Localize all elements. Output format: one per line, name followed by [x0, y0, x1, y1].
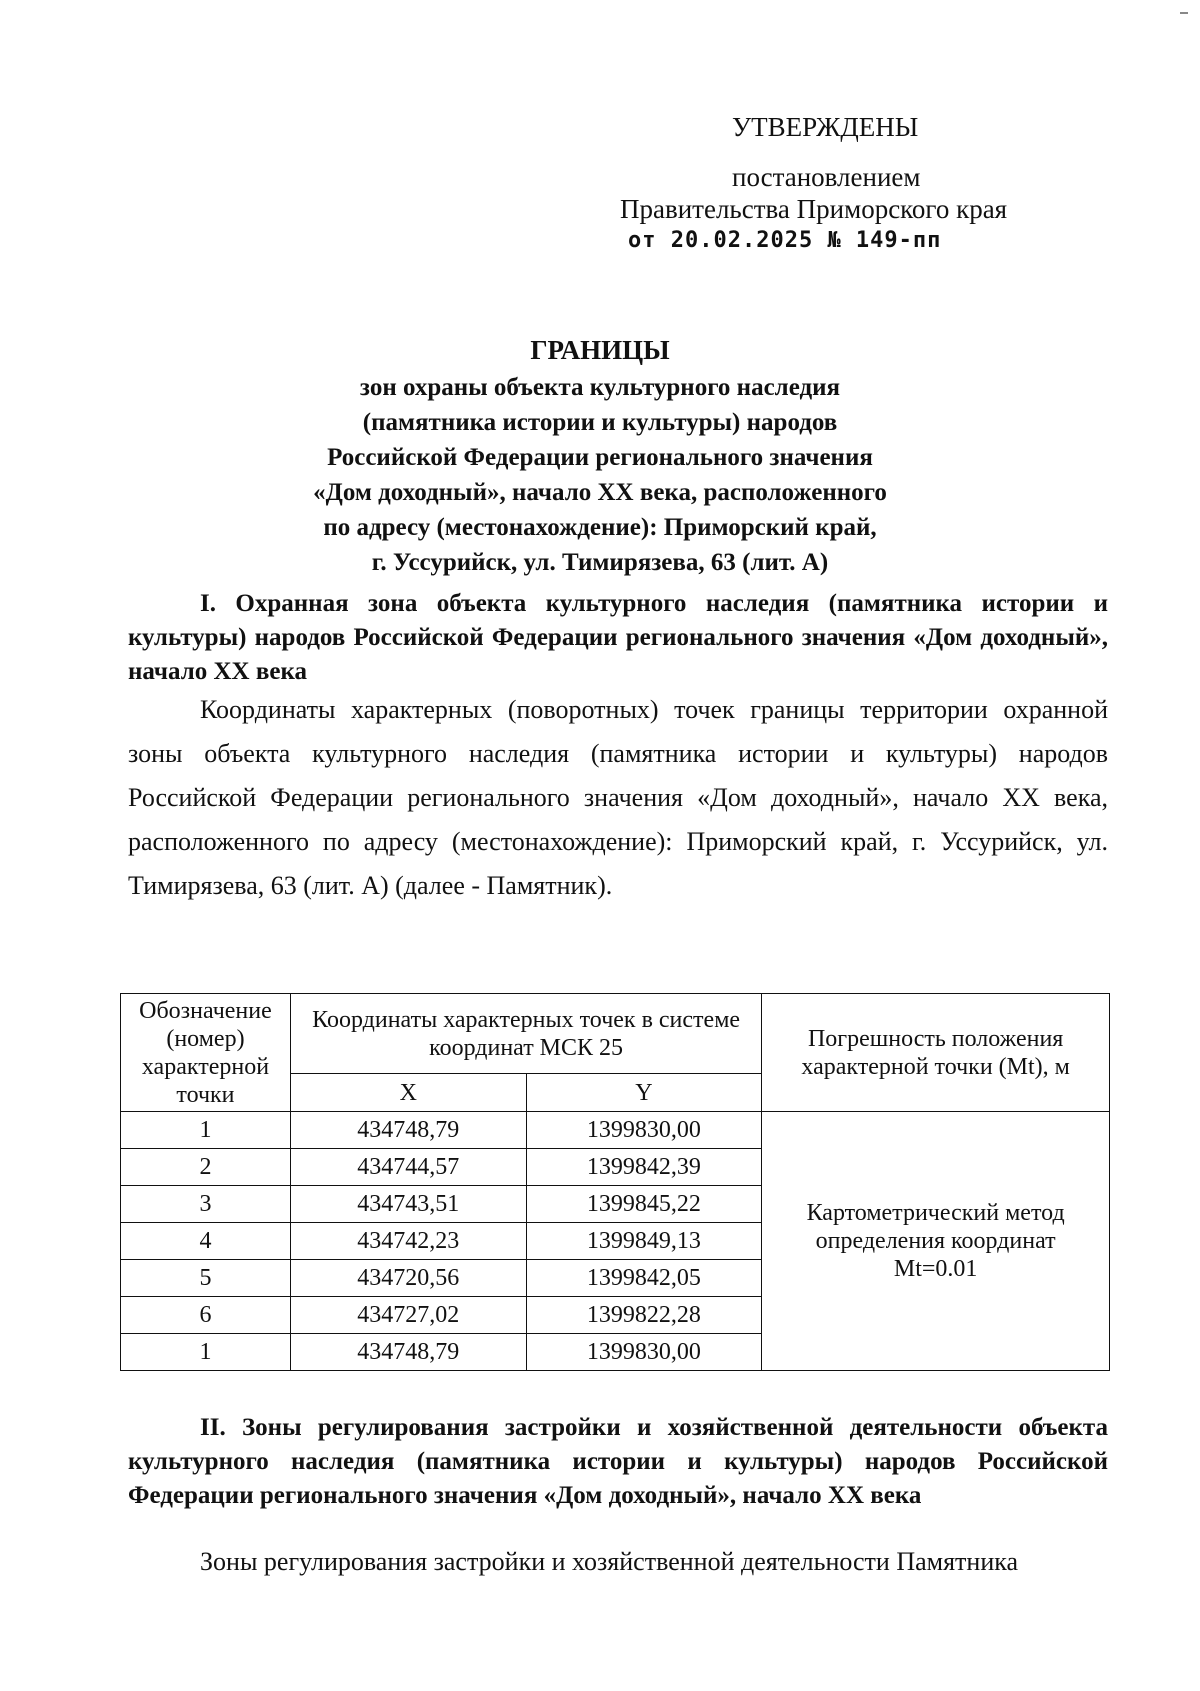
table-row — [121, 1112, 1110, 1149]
coord-y: 1399822,28 — [526, 1297, 762, 1334]
approval-by: постановлением — [732, 162, 921, 192]
coord-y: 1399842,05 — [526, 1260, 762, 1297]
coord-x: 434748,79 — [290, 1334, 526, 1371]
section-1-heading: I. Охранная зона объекта культурного наследия (памятника истории и культуры) народов Российской Федерации регионального значения «Дом доходный», начало XX века — [128, 590, 1108, 685]
point-number: 5 — [121, 1260, 291, 1297]
header-y: Y — [526, 1074, 762, 1112]
header-x: X — [290, 1074, 526, 1112]
coord-y: 1399849,13 — [526, 1223, 762, 1260]
document-title — [200, 333, 1000, 580]
point-number: 4 — [121, 1223, 291, 1260]
header-error: Погрешность положения характерной точки (Mt), м — [762, 994, 1110, 1112]
decree-number: от 20.02.2025 № 149-пп — [628, 228, 942, 253]
coord-x: 434748,79 — [290, 1112, 526, 1149]
point-number: 6 — [121, 1297, 291, 1334]
point-number: 3 — [121, 1186, 291, 1223]
point-number: 1 — [121, 1112, 291, 1149]
title-line: «Дом доходный», начало XX века, расположенного — [313, 479, 887, 506]
approval-authority: Правительства Приморского края — [620, 194, 1008, 224]
coord-y: 1399830,00 — [526, 1112, 762, 1149]
point-number: 2 — [121, 1149, 291, 1186]
header-point-number: Обозначение (номер) характерной точки — [121, 994, 291, 1112]
header-coordinates: Координаты характерных точек в системе координат МСК 25 — [290, 994, 761, 1074]
section-1-paragraph: Координаты характерных (поворотных) точек границы территории охранной зоны объекта культурного наследия (памятника истории и культуры) народов Российской Федерации регионального значения «Дом доходный», начало XX века, расположенного по адресу (местонахождение): Приморский край, г. Уссурийск, ул. Тимирязева, 63 (лит. А) (далее - Памятник). — [128, 695, 1108, 900]
coord-x: 434744,57 — [290, 1149, 526, 1186]
coord-y: 1399842,39 — [526, 1149, 762, 1186]
coordinates-table — [120, 993, 1110, 1371]
coord-x: 434727,02 — [290, 1297, 526, 1334]
title-line: Российской Федерации регионального значения — [327, 444, 873, 471]
title-line: г. Уссурийск, ул. Тимирязева, 63 (лит. А) — [371, 549, 829, 576]
title-line: по адресу (местонахождение): Приморский край, — [323, 514, 877, 541]
point-number: 1 — [121, 1334, 291, 1371]
section-2-paragraph: Зоны регулирования застройки и хозяйственной деятельности Памятника — [200, 1547, 1019, 1576]
coord-y: 1399845,22 — [526, 1186, 762, 1223]
coord-x: 434743,51 — [290, 1186, 526, 1223]
title-line: зон охраны объекта культурного наследия — [359, 374, 841, 401]
coord-x: 434720,56 — [290, 1260, 526, 1297]
scan-mark — [1180, 12, 1188, 14]
section-2-heading: II. Зоны регулирования застройки и хозяйственной деятельности объекта культурного наследия (памятника истории и культуры) народов Российской Федерации регионального значения «Дом доходный», начало XX века — [128, 1414, 1108, 1509]
title-line: (памятника истории и культуры) народов — [362, 409, 838, 436]
title-heading: ГРАНИЦЫ — [530, 335, 670, 365]
approval-stamp: УТВЕРЖДЕНЫ — [732, 112, 919, 142]
coord-y: 1399830,00 — [526, 1334, 762, 1371]
error-method: Картометрический метод определения координат Mt=0.01 — [762, 1112, 1110, 1371]
coord-x: 434742,23 — [290, 1223, 526, 1260]
